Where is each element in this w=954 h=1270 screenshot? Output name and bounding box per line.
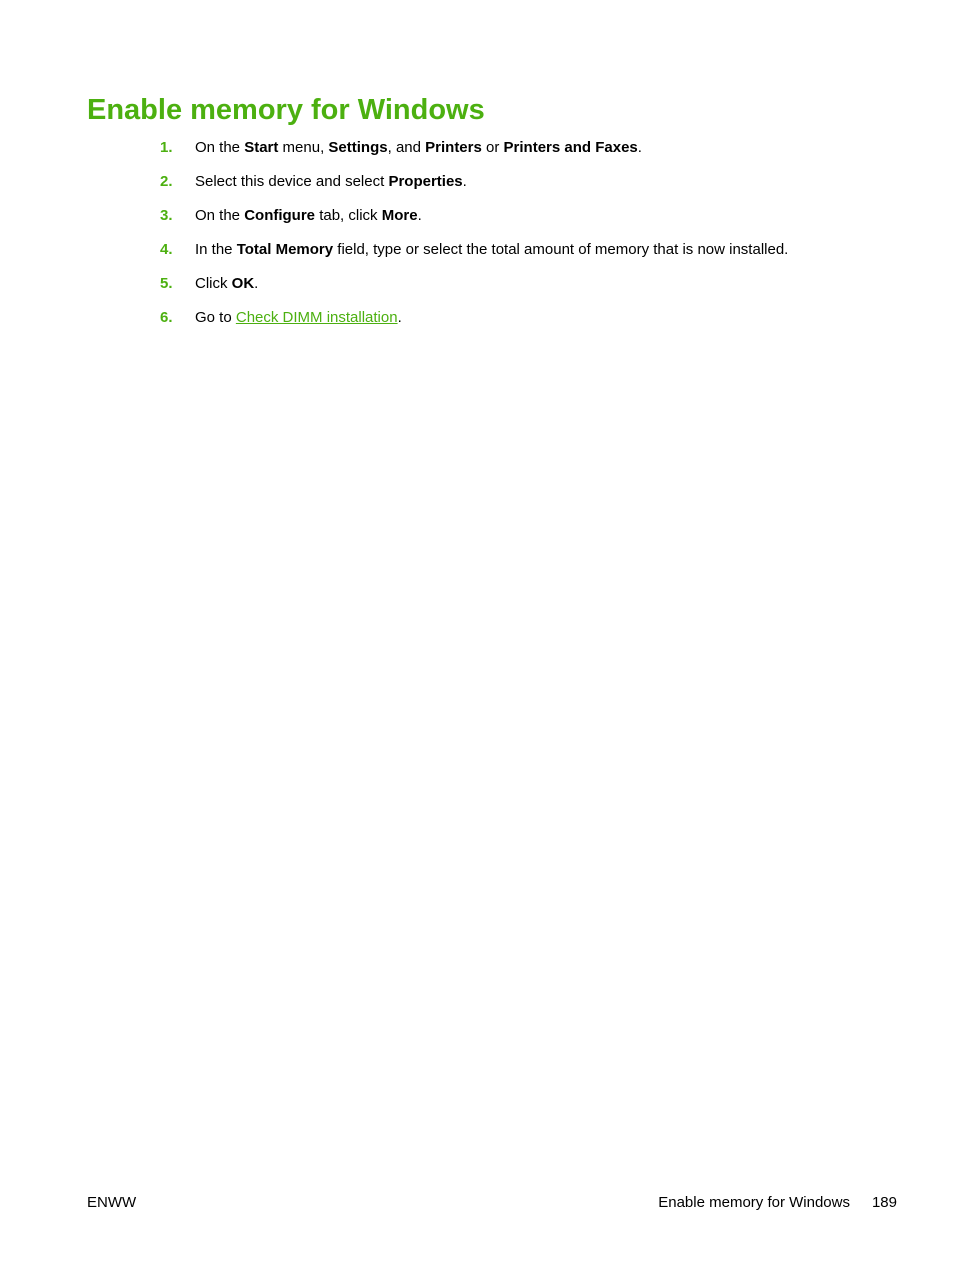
step-item xyxy=(0,171,954,205)
step-number: 3. xyxy=(160,207,173,224)
step-text xyxy=(195,307,402,329)
step-ui-term: Configure xyxy=(244,207,316,224)
step-number: 2. xyxy=(160,173,173,190)
footer-page-number: 189 xyxy=(871,1194,897,1211)
footer-locale: ENWW xyxy=(87,1194,137,1211)
step-ui-term: OK xyxy=(231,275,255,292)
steps-list xyxy=(0,137,954,341)
footer-running-head xyxy=(658,1192,897,1214)
step-text-run: tab, click xyxy=(315,207,382,224)
step-number: 4. xyxy=(160,241,173,258)
step-ui-term: Properties xyxy=(388,173,463,190)
step-text-run: . xyxy=(417,207,422,224)
step-ui-term: Printers and Faxes xyxy=(503,139,638,156)
step-text xyxy=(195,137,642,159)
step-text-run: , and xyxy=(387,139,426,156)
step-text-run: On the xyxy=(195,207,245,224)
step-ui-term: Start xyxy=(244,139,279,156)
step-number: 1. xyxy=(160,139,173,156)
step-text-run: Click xyxy=(195,275,232,292)
step-item xyxy=(0,205,954,239)
step-text xyxy=(195,273,258,295)
step-text-run: menu, xyxy=(278,139,329,156)
step-number: 5. xyxy=(160,275,173,292)
page-title: Enable memory for Windows xyxy=(87,94,485,126)
step-ui-term: Settings xyxy=(328,139,388,156)
step-ui-term: Total Memory xyxy=(236,241,334,258)
step-text-run: field, type or select the total amount of memory that is now installed. xyxy=(333,241,789,258)
step-text-run: . xyxy=(462,173,467,190)
step-text xyxy=(195,239,788,261)
step-item xyxy=(0,137,954,171)
step-text-run: or xyxy=(481,139,504,156)
footer-section-title: Enable memory for Windows xyxy=(658,1194,850,1211)
step-text-run: On the xyxy=(195,139,245,156)
step-text xyxy=(195,205,422,227)
check-dimm-installation-link[interactable]: Check DIMM installation xyxy=(235,309,398,326)
step-text-run: . xyxy=(397,309,402,326)
step-text-run: In the xyxy=(195,241,237,258)
step-text-run: . xyxy=(254,275,259,292)
step-ui-term: More xyxy=(381,207,418,224)
step-text-run: . xyxy=(637,139,642,156)
step-text xyxy=(195,171,467,193)
step-ui-term: Printers xyxy=(425,139,482,156)
step-item xyxy=(0,273,954,307)
step-item xyxy=(0,239,954,273)
step-number: 6. xyxy=(160,309,173,326)
step-text-run: Go to xyxy=(195,309,236,326)
step-item xyxy=(0,307,954,341)
step-text-run: Select this device and select xyxy=(195,173,389,190)
